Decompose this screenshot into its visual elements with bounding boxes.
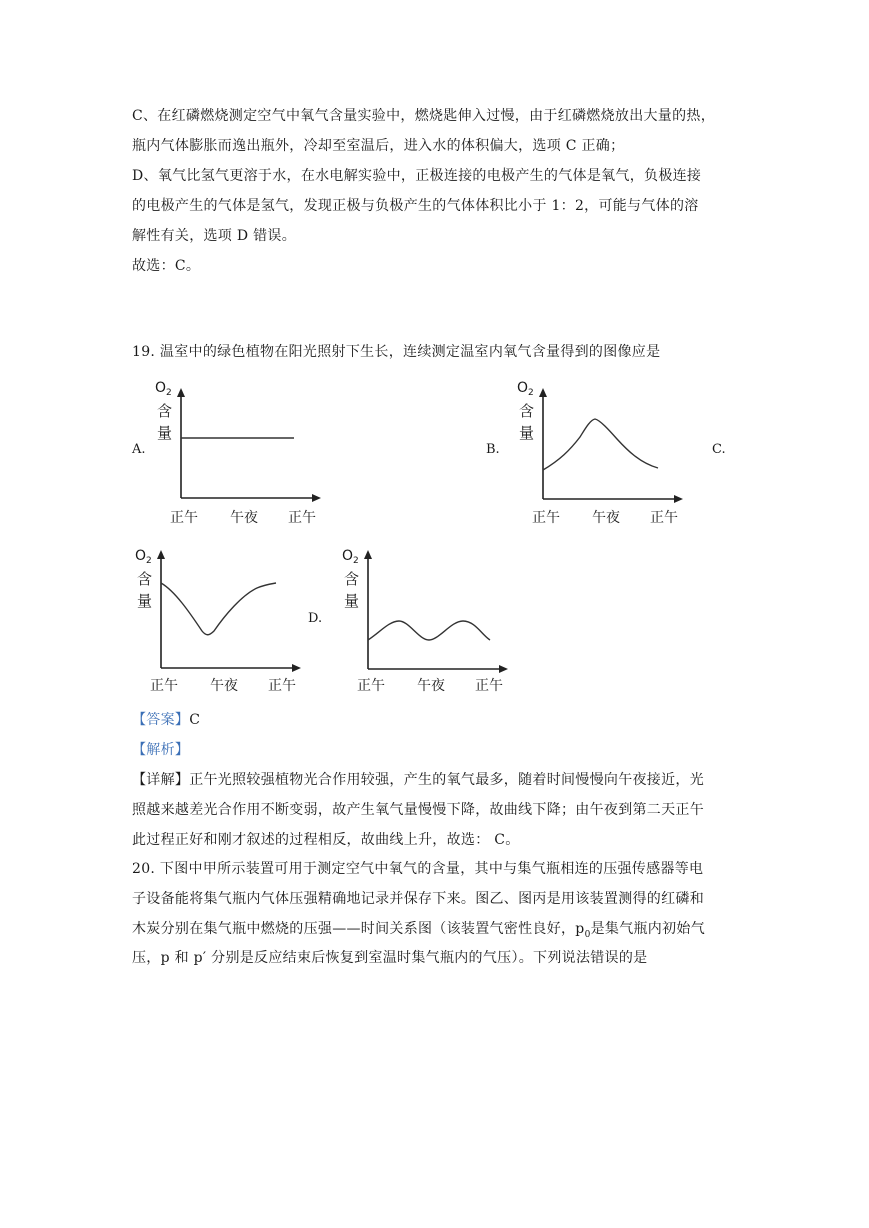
q19-detail-line-3: 此过程正好和刚才叙述的过程相反，故曲线上升，故选： C。 <box>132 832 520 848</box>
x-axis-label-mid: 午夜 <box>210 678 238 694</box>
y-axis-label-1: 含 <box>344 570 360 588</box>
y-axis-label-1: 含 <box>519 402 535 420</box>
y-axis-o2: $O_2$ <box>342 548 359 566</box>
option-b-graph <box>512 375 692 530</box>
q19-detail-line-2: 照越来越差光合作用不断变弱，故产生氧气量慢慢下降，故曲线下降；由午夜到第二天正午 <box>132 802 704 818</box>
y-axis-label-2: 量 <box>519 424 535 442</box>
y-axis-label-2: 量 <box>157 424 173 442</box>
prev-explanation-line-2: 瓶内气体膨胀而逸出瓶外，冷却至室温后，进入水的体积偏大，选项 C 正确； <box>132 138 625 154</box>
prev-explanation-line-4: 的电极产生的气体是氢气，发现正极与负极产生的气体体积比小于 1：2，可能与气体的溶 <box>132 198 699 214</box>
y-axis-label-1: 含 <box>157 402 173 420</box>
o2-curve <box>161 583 276 635</box>
prev-explanation-line-5: 解性有关，选项 D 错误。 <box>132 228 297 244</box>
analysis-tag: 【解析】 <box>132 742 190 758</box>
y-axis-o2: $O_2$ <box>517 380 534 398</box>
x-axis-label-left: 正午 <box>150 678 178 694</box>
y-axis-o2: $O_2$ <box>135 548 152 566</box>
option-b-letter: B. <box>486 442 500 457</box>
option-c-letter: C. <box>712 442 726 457</box>
x-axis-label-right: 正午 <box>288 510 316 526</box>
q19-stem: 19. 温室中的绿色植物在阳光照射下生长，连续测定温室内氧气含量得到的图像应是 <box>132 344 661 360</box>
q20-line-3 <box>132 919 705 945</box>
option-d-letter: D. <box>308 611 323 626</box>
x-axis-label-mid: 午夜 <box>230 510 258 526</box>
x-axis-label-right: 正午 <box>650 510 678 526</box>
x-axis-label-right: 正午 <box>268 678 296 694</box>
y-axis-o2: $O_2$ <box>155 380 172 398</box>
x-axis-label-mid: 午夜 <box>592 510 620 526</box>
answer-value: C <box>189 712 201 728</box>
x-axis-label-left: 正午 <box>170 510 198 526</box>
x-axis-label-right: 正午 <box>475 678 503 694</box>
prev-answer-line: 故选：C。 <box>132 258 201 274</box>
prev-explanation-line-1: C、在红磷燃烧测定空气中氧气含量实验中，燃烧匙伸入过慢，由于红磷燃烧放出大量的热， <box>132 108 716 124</box>
q20-line-1: 20. 下图中甲所示装置可用于测定空气中氧气的含量，其中与集气瓶相连的压强传感器等电 <box>132 861 704 877</box>
y-axis-label-2: 量 <box>137 592 153 610</box>
option-a-graph <box>150 375 330 530</box>
x-axis-label-left: 正午 <box>357 678 385 694</box>
x-axis-label-left: 正午 <box>532 510 560 526</box>
option-d-graph <box>337 543 517 698</box>
detail-tag: 【详解】 <box>132 772 190 788</box>
option-a-letter: A. <box>132 442 146 457</box>
o2-curve <box>543 419 658 470</box>
answer-tag: 【答案】 <box>132 712 190 728</box>
option-c-graph <box>130 543 310 698</box>
p0-subscript: 0 <box>584 929 591 940</box>
o2-curve <box>368 621 490 640</box>
prev-explanation-line-3: D、氧气比氢气更溶于水，在水电解实验中，正极连接的电极产生的气体是氧气，负极连接 <box>132 168 702 184</box>
x-axis-label-mid: 午夜 <box>417 678 445 694</box>
q20-line-2: 子设备能将集气瓶内气体压强精确地记录并保存下来。图乙、图丙是用该装置测得的红磷和 <box>132 891 704 907</box>
q20-line-3-a: 木炭分别在集气瓶中燃烧的压强——时间关系图（该装置气密性良好，p <box>132 921 585 937</box>
q19-answer-line <box>132 710 200 730</box>
q19-detail-line-1 <box>132 770 704 790</box>
y-axis-label-1: 含 <box>137 570 153 588</box>
detail-text-1: 正午光照较强植物光合作用较强，产生的氧气最多，随着时间慢慢向午夜接近，光 <box>189 772 705 788</box>
q20-line-3-b: 是集气瓶内初始气 <box>590 921 705 937</box>
q20-line-4: 压，p 和 p′ 分别是反应结束后恢复到室温时集气瓶内的气压）。下列说法错误的是 <box>132 950 648 966</box>
y-axis-label-2: 量 <box>344 592 360 610</box>
